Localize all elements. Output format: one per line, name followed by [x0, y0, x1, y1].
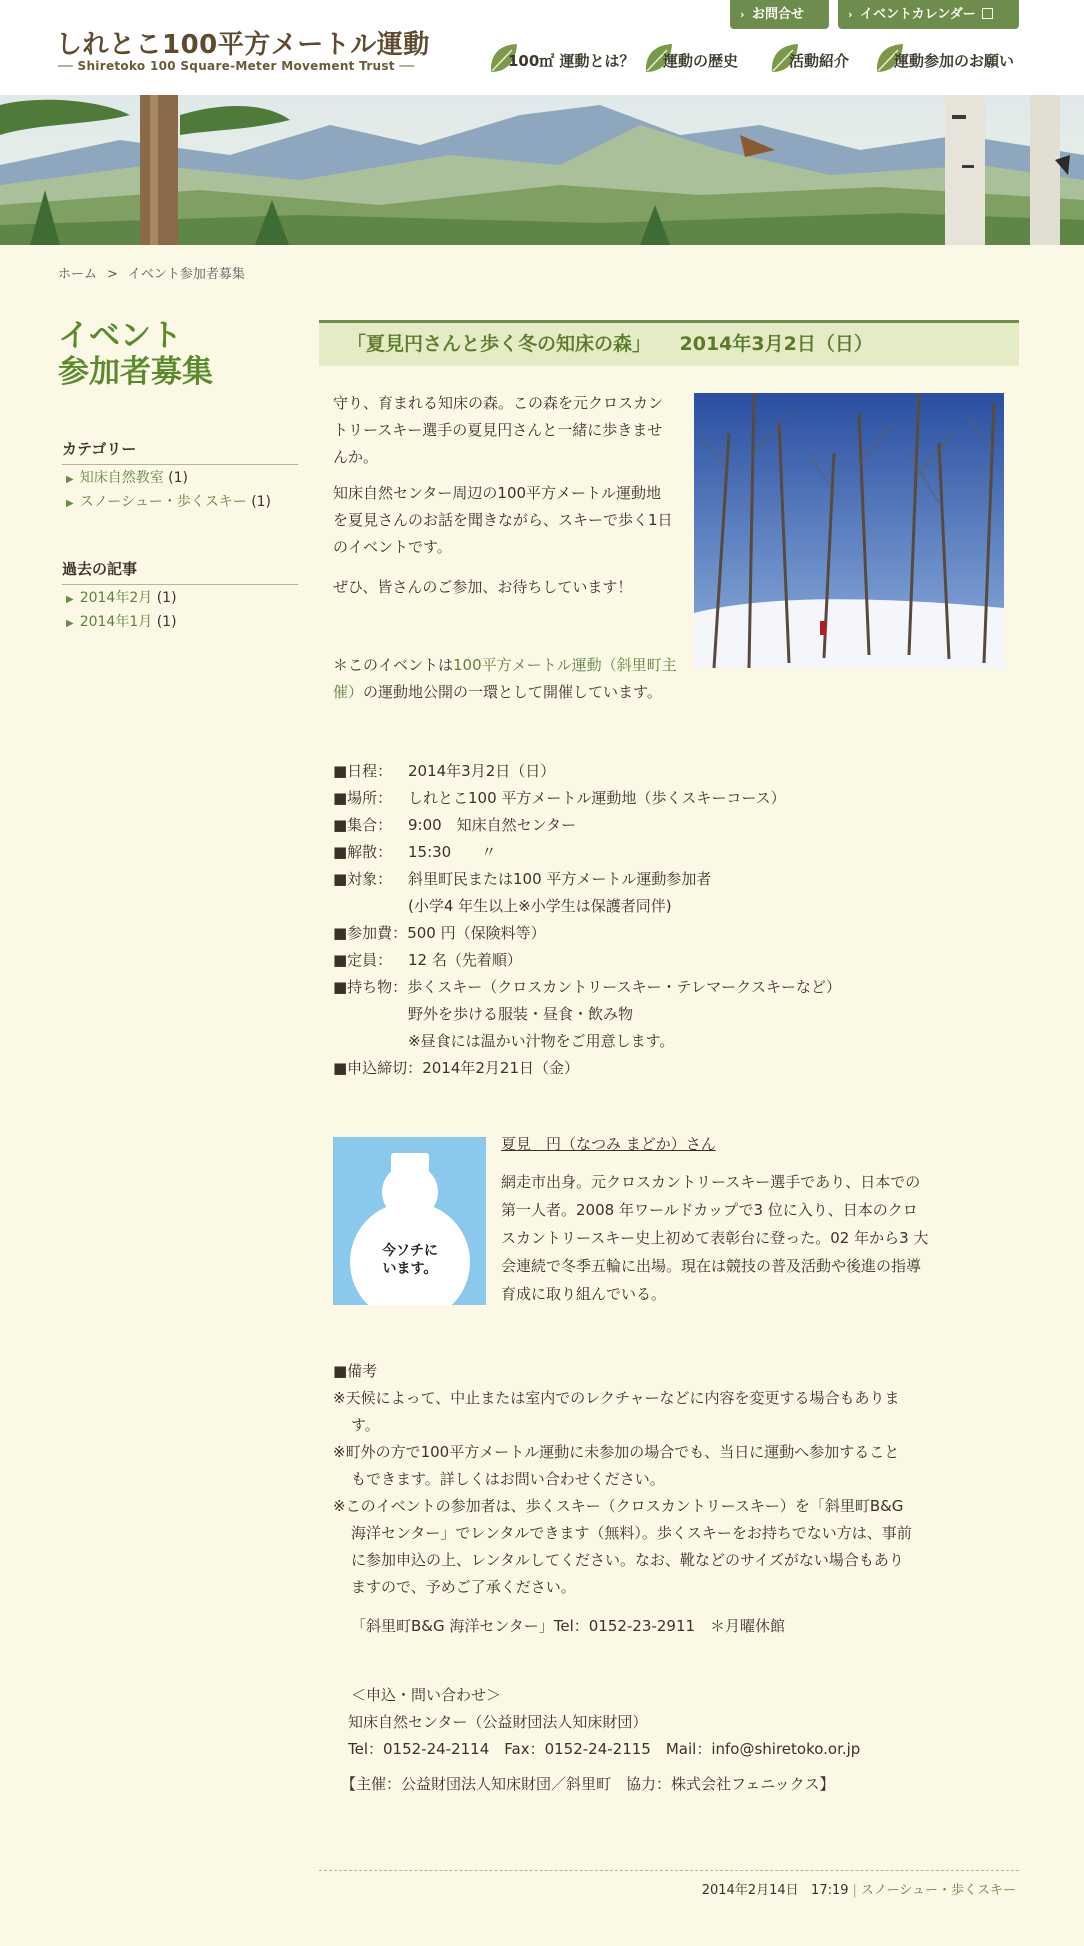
site-logo-subtitle: ── Shiretoko 100 Square-Meter Movement Trust ──	[58, 59, 415, 73]
post-time: 17:19	[811, 1883, 849, 1898]
winter-forest-photo	[694, 393, 1004, 668]
site-logo[interactable]: しれとこ100平方メートル運動	[56, 30, 430, 60]
breadcrumb-current: イベント参加者募集	[127, 267, 245, 282]
triangle-right-icon: ▶	[66, 618, 74, 629]
event-details	[333, 758, 841, 1082]
event-note: ＊このイベントは100平方メートル運動（斜里町主催）の運動地公開の一環として開催しています。	[333, 656, 677, 701]
detail-row: ■場所： しれとこ100 平方メートル運動地（歩くスキーコース）	[333, 789, 786, 807]
profile-description: 網走市出身。元クロスカントリースキー選手であり、日本での第一人者。2008 年ワールドカップで3 位に入り、日本のクロスカントリースキー史上初めて表彰台に登った。02 年から3 大会連続で冬季五輪に出場。現在は競技の普及活動や後進の指導育成に取り組んでいる。	[501, 1173, 929, 1303]
archive-link[interactable]: 2014年2月	[79, 590, 153, 606]
profile-placeholder-image	[333, 1137, 486, 1305]
breadcrumb-home[interactable]: ホーム	[58, 267, 98, 282]
divider: |	[852, 1883, 857, 1898]
nav-participation[interactable]: 運動参加のお願い	[874, 42, 1020, 78]
nav-history[interactable]: 運動の歴史	[643, 42, 753, 78]
detail-row: (小学4 年生以上※小学生は保護者同伴)	[408, 897, 672, 915]
detail-row: ■解散： 15:30 〃	[333, 843, 497, 861]
hero-banner	[0, 95, 1084, 245]
intro-paragraph: ぜひ、皆さんのご参加、お待ちしています！	[333, 578, 633, 596]
contact-details: Tel：0152-24-2114 Fax：0152-24-2115 Mail：info@shiretoko.or.jp	[348, 1740, 861, 1758]
triangle-right-icon: ▶	[66, 594, 74, 605]
post-date: 2014年2月14日	[701, 1883, 799, 1898]
forest-illustration	[0, 95, 1084, 245]
sponsor-info: 【主催：公益財団法人知床財団／斜里町 協力：株式会社フェニックス】	[341, 1775, 835, 1793]
contact-org: 知床自然センター（公益財団法人知床財団）	[348, 1713, 648, 1731]
svg-text:今ソチに: 今ソチに	[382, 1242, 438, 1258]
article-title: 「夏見円さんと歩く冬の知床の森」 2014年3月2日（日）	[319, 320, 1019, 366]
event-calendar-button[interactable]: › イベントカレンダー	[838, 0, 1019, 29]
movement-link[interactable]: 100平方メートル運動（斜里町主催）	[333, 656, 677, 701]
chevron-right-icon: ›	[740, 8, 745, 21]
rental-info: 「斜里町B&G 海洋センター」Tel：0152-23-2911 ＊月曜休館	[351, 1617, 786, 1635]
list-item: ▶ 2014年2月 (1)	[66, 590, 177, 606]
nav-activities[interactable]: 活動紹介	[769, 42, 869, 78]
detail-row: ■定員： 12 名（先着順）	[333, 951, 522, 969]
note-item: ※町外の方で100平方メートル運動に未参加の場合でも、当日に運動へ参加することもできます。詳しくはお問い合わせください。	[333, 1443, 900, 1488]
detail-row: ■集合： 9:00 知床自然センター	[333, 816, 577, 834]
site-header	[0, 0, 1084, 95]
archive-link[interactable]: 2014年1月	[79, 614, 153, 630]
list-item: ▶ 2014年1月 (1)	[66, 614, 177, 630]
divider	[319, 1870, 1019, 1871]
triangle-right-icon: ▶	[66, 498, 74, 509]
archive-heading: 過去の記事	[62, 558, 298, 585]
nav-about[interactable]: 100㎡ 運動とは？	[488, 42, 634, 78]
notes-heading: ■備考	[333, 1362, 378, 1380]
breadcrumb: ホーム > イベント参加者募集	[58, 267, 245, 282]
notes-section	[333, 1358, 913, 1640]
category-link[interactable]: 知床自然教室	[79, 470, 164, 486]
profile-name: 夏見 円（なつみ まどか）さん	[501, 1135, 716, 1153]
list-item: ▶ スノーシュー・歩くスキー (1)	[66, 494, 272, 510]
intro-paragraph: 守り、育まれる知床の森。この森を元クロスカントリースキー選手の夏見円さんと一緒に歩きませんか。	[333, 394, 664, 466]
svg-text:います。: います。	[382, 1260, 438, 1276]
post-category-link[interactable]: スノーシュー・歩くスキー	[860, 1883, 1016, 1898]
external-link-icon	[982, 8, 993, 19]
list-item: ▶ 知床自然教室 (1)	[66, 470, 188, 486]
note-item: ※このイベントの参加者は、歩くスキー（クロスカントリースキー）を「斜里町B&G 海洋センター」でレンタルできます（無料）。歩くスキーをお持ちでない方は、事前に参加申込の上、レンタルしてください。なお、靴などのサイズがない場合もありますので、予めご了承ください。	[333, 1497, 912, 1596]
detail-row: ■参加費： 500 円（保険料等）	[333, 924, 546, 942]
detail-row: 野外を歩ける服装・昼食・飲み物	[408, 1005, 634, 1023]
category-link[interactable]: スノーシュー・歩くスキー	[79, 494, 247, 510]
detail-row: ■対象： 斜里町民または100 平方メートル運動参加者	[333, 870, 712, 888]
note-item: ※天候によって、中止または室内でのレクチャーなどに内容を変更する場合もあります。	[333, 1389, 900, 1434]
detail-row: ■持ち物： 歩くスキー（クロスカントリースキー・テレマークスキーなど）	[333, 978, 841, 996]
contact-heading: ＜申込・問い合わせ＞	[351, 1686, 502, 1704]
chevron-right-icon: ›	[848, 8, 853, 21]
triangle-right-icon: ▶	[66, 474, 74, 485]
category-heading: カテゴリー	[62, 438, 298, 465]
archive-list	[66, 587, 177, 635]
intro-paragraph: 知床自然センター周辺の100平方メートル運動地を夏見さんのお話を聞きながら、スキーで歩く1日のイベントです。	[333, 484, 673, 556]
category-list	[66, 467, 271, 515]
detail-row: ■申込締切： 2014年2月21日（金）	[333, 1059, 579, 1077]
post-meta	[702, 1879, 1016, 1898]
detail-row: ※昼食には温かい汁物をご用意します。	[408, 1032, 675, 1050]
contact-button[interactable]: › お問合せ	[730, 0, 829, 29]
contact-section	[333, 1682, 860, 1798]
sidebar-title: イベント 参加者募集	[58, 318, 213, 390]
detail-row: ■日程： 2014年3月2日（日）	[333, 762, 556, 780]
